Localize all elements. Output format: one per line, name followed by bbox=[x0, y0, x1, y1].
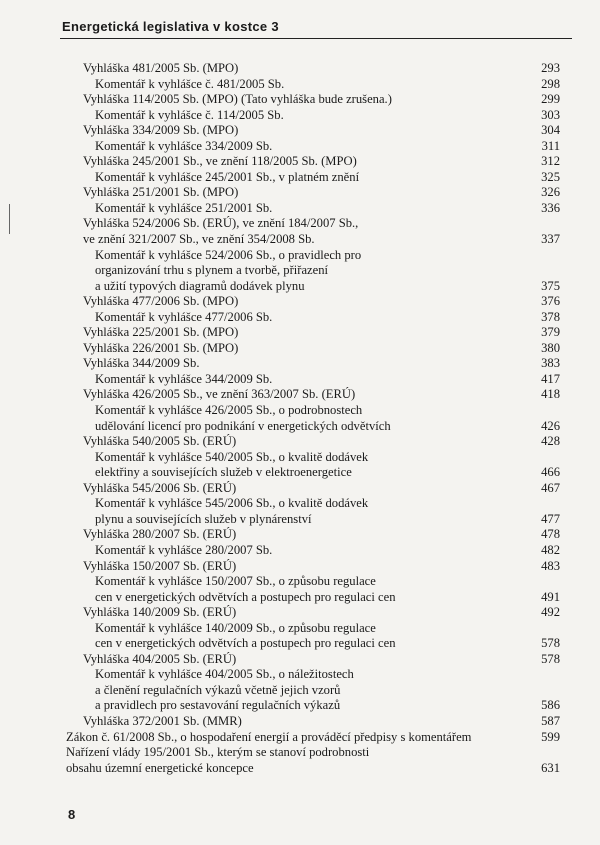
page-number: 8 bbox=[68, 807, 76, 822]
toc-entry-title: Komentář k vyhlášce 251/2001 Sb. bbox=[95, 200, 273, 215]
toc-entry-page: 379 bbox=[541, 325, 560, 340]
toc-entry-title: Vyhláška 150/2007 Sb. (ERÚ) bbox=[83, 558, 237, 573]
toc-entry-page: 312 bbox=[541, 154, 560, 169]
toc-entry-title: Vyhláška 404/2005 Sb. (ERÚ) bbox=[83, 651, 237, 666]
toc-entry bbox=[0, 714, 600, 730]
toc-entry-title: cen v energetických odvětvích a postupech pro regulaci cen bbox=[95, 589, 396, 604]
toc-entry-page: 492 bbox=[541, 605, 560, 620]
toc-entry-page: 587 bbox=[541, 713, 560, 728]
toc-entry-title: udělování licencí pro podnikání v energetických odvětvích bbox=[95, 418, 391, 433]
toc-entry-title: Vyhláška 280/2007 Sb. (ERÚ) bbox=[83, 527, 237, 542]
toc-entry-title: Komentář k vyhlášce 404/2005 Sb., o náležitostech bbox=[95, 667, 354, 682]
toc-entry-page: 298 bbox=[541, 76, 560, 91]
toc-entry bbox=[0, 341, 600, 357]
toc-entry bbox=[0, 605, 600, 621]
toc-entry bbox=[0, 761, 600, 777]
toc-entry-title: Zákon č. 61/2008 Sb., o hospodaření energií a prováděcí předpisy s komentářem bbox=[66, 729, 472, 744]
toc-entry bbox=[0, 372, 600, 388]
toc-entry-title: obsahu územní energetické koncepce bbox=[66, 760, 254, 775]
toc-entry bbox=[0, 92, 600, 108]
toc-entry bbox=[0, 434, 600, 450]
toc-entry bbox=[0, 496, 600, 512]
toc-entry bbox=[0, 248, 600, 264]
toc-entry bbox=[0, 512, 600, 528]
toc-entry-title: organizování trhu s plynem a tvorbě, přiřazení bbox=[95, 263, 329, 278]
toc-entry-title: Vyhláška 524/2006 Sb. (ERÚ), ve znění 184/2007 Sb., bbox=[83, 216, 359, 231]
toc-entry bbox=[0, 170, 600, 186]
toc-entry-page: 336 bbox=[541, 200, 560, 215]
toc-entry-page: 599 bbox=[541, 729, 560, 744]
toc-entry-page: 478 bbox=[541, 527, 560, 542]
toc-entry bbox=[0, 574, 600, 590]
toc-entry bbox=[0, 543, 600, 559]
toc-entry-page: 417 bbox=[541, 371, 560, 386]
toc-entry bbox=[0, 185, 600, 201]
toc-entry-title: Vyhláška 481/2005 Sb. (MPO) bbox=[83, 61, 239, 75]
toc-entry-title: Vyhláška 245/2001 Sb., ve znění 118/2005 Sb. (MPO) bbox=[83, 154, 357, 169]
toc-entry bbox=[0, 590, 600, 606]
toc-entry-page: 418 bbox=[541, 387, 560, 402]
toc-entry-page: 303 bbox=[541, 107, 560, 122]
toc-entry-title: a členění regulačních výkazů včetně jejich vzorů bbox=[95, 682, 341, 697]
toc-entry bbox=[0, 465, 600, 481]
toc-entry-title: Komentář k vyhlášce 540/2005 Sb., o kvalitě dodávek bbox=[95, 449, 369, 464]
running-header bbox=[60, 18, 572, 39]
toc-entry-title: ve znění 321/2007 Sb., ve znění 354/2008 Sb. bbox=[83, 232, 315, 247]
toc-entry-title: Vyhláška 114/2005 Sb. (MPO) (Tato vyhláška bude zrušena.) bbox=[83, 92, 392, 107]
toc-entry-title: a užití typových diagramů dodávek plynu bbox=[95, 278, 305, 293]
toc-entry-title: Komentář k vyhlášce 545/2006 Sb., o kvalitě dodávek bbox=[95, 496, 369, 511]
toc-entry bbox=[0, 698, 600, 714]
toc-entry-page: 466 bbox=[541, 465, 560, 480]
toc-entry-page: 337 bbox=[541, 232, 560, 247]
toc-entry-page: 578 bbox=[541, 651, 560, 666]
toc-entry bbox=[0, 279, 600, 295]
toc-entry-page: 380 bbox=[541, 340, 560, 355]
toc-entry-title: Komentář k vyhlášce 150/2007 Sb., o způsobu regulace bbox=[95, 574, 376, 589]
toc-entry-page: 467 bbox=[541, 480, 560, 495]
toc-entry-title: elektřiny a souvisejících služeb v elektroenergetice bbox=[95, 465, 352, 480]
toc-entry bbox=[0, 730, 600, 746]
toc-entry bbox=[0, 356, 600, 372]
toc-entry-page: 375 bbox=[541, 278, 560, 293]
header-title: Energetická legislativa v kostce 3 bbox=[62, 19, 279, 34]
toc-entry bbox=[0, 621, 600, 637]
toc-entry-page: 477 bbox=[541, 511, 560, 526]
toc-entry-title: Vyhláška 344/2009 Sb. bbox=[83, 356, 200, 371]
toc-entry-title: Vyhláška 545/2006 Sb. (ERÚ) bbox=[83, 480, 237, 495]
toc-entry bbox=[0, 403, 600, 419]
toc-entry-title: Komentář k vyhlášce č. 481/2005 Sb. bbox=[95, 76, 285, 91]
toc-entry-title: Komentář k vyhlášce 426/2005 Sb., o podrobnostech bbox=[95, 403, 363, 418]
toc-entry-page: 376 bbox=[541, 294, 560, 309]
toc-entry bbox=[0, 61, 600, 77]
toc-entry-title: Komentář k vyhlášce č. 114/2005 Sb. bbox=[95, 107, 284, 122]
toc-entry-page: 428 bbox=[541, 434, 560, 449]
toc-entry-title: Nařízení vlády 195/2001 Sb., kterým se stanoví podrobnosti bbox=[66, 745, 370, 760]
toc-entry-page: 326 bbox=[541, 185, 560, 200]
toc-entry-page: 299 bbox=[541, 92, 560, 107]
toc-entry-title: plynu a souvisejících služeb v plynárenství bbox=[95, 511, 312, 526]
toc-entry-page: 483 bbox=[541, 558, 560, 573]
toc-entry-page: 491 bbox=[541, 589, 560, 604]
toc-entry-title: Vyhláška 251/2001 Sb. (MPO) bbox=[83, 185, 239, 200]
toc-entry-title: a pravidlech pro sestavování regulačních výkazů bbox=[95, 698, 341, 713]
toc-entry-page: 631 bbox=[541, 760, 560, 775]
toc-entry bbox=[0, 201, 600, 217]
toc-entry-page: 586 bbox=[541, 698, 560, 713]
toc-entry-title: cen v energetických odvětvích a postupech pro regulaci cen bbox=[95, 636, 396, 651]
toc-entry-title: Vyhláška 225/2001 Sb. (MPO) bbox=[83, 325, 239, 340]
toc-entry bbox=[0, 683, 600, 699]
toc-entry-title: Komentář k vyhlášce 140/2009 Sb., o způsobu regulace bbox=[95, 620, 376, 635]
toc-entry bbox=[0, 139, 600, 155]
toc-entry-title: Vyhláška 540/2005 Sb. (ERÚ) bbox=[83, 434, 237, 449]
toc-entry bbox=[0, 636, 600, 652]
toc-entry bbox=[0, 652, 600, 668]
toc-entry-page: 304 bbox=[541, 123, 560, 138]
toc-entry-title: Vyhláška 426/2005 Sb., ve znění 363/2007 Sb. (ERÚ) bbox=[83, 387, 356, 402]
toc-entry bbox=[0, 387, 600, 403]
toc-entry bbox=[0, 667, 600, 683]
toc-entry-title: Vyhláška 334/2009 Sb. (MPO) bbox=[83, 123, 239, 138]
toc-entry-page: 482 bbox=[541, 542, 560, 557]
toc-entry bbox=[0, 154, 600, 170]
toc-entry bbox=[0, 216, 600, 232]
toc-entry bbox=[0, 481, 600, 497]
toc-entry bbox=[0, 123, 600, 139]
toc-entry-page: 383 bbox=[541, 356, 560, 371]
toc-entry-title: Vyhláška 226/2001 Sb. (MPO) bbox=[83, 340, 239, 355]
toc-entry-page: 578 bbox=[541, 636, 560, 651]
toc-entry bbox=[0, 419, 600, 435]
toc-entry-page: 378 bbox=[541, 309, 560, 324]
toc-entry-title: Komentář k vyhlášce 245/2001 Sb., v platném znění bbox=[95, 169, 360, 184]
toc-entry-title: Komentář k vyhlášce 344/2009 Sb. bbox=[95, 371, 273, 386]
toc-entry-title: Vyhláška 372/2001 Sb. (MMR) bbox=[83, 713, 242, 728]
toc-entry-page: 325 bbox=[541, 169, 560, 184]
toc-entry-title: Vyhláška 477/2006 Sb. (MPO) bbox=[83, 294, 239, 309]
toc-entry bbox=[0, 77, 600, 93]
toc-entry-title: Komentář k vyhlášce 524/2006 Sb., o pravidlech pro bbox=[95, 247, 362, 262]
toc-entry-page: 426 bbox=[541, 418, 560, 433]
toc-entry bbox=[0, 263, 600, 279]
toc-entry-page: 293 bbox=[541, 61, 560, 75]
toc-entry bbox=[0, 232, 600, 248]
toc-entry bbox=[0, 294, 600, 310]
toc-entry bbox=[0, 325, 600, 341]
toc-entry bbox=[0, 559, 600, 575]
toc-entry-title: Komentář k vyhlášce 334/2009 Sb. bbox=[95, 138, 273, 153]
toc-entry bbox=[0, 108, 600, 124]
toc-entry-title: Komentář k vyhlášce 477/2006 Sb. bbox=[95, 309, 273, 324]
toc-entry bbox=[0, 527, 600, 543]
toc-entry-page: 311 bbox=[541, 138, 560, 153]
toc-entry bbox=[0, 310, 600, 326]
toc-entry-title: Komentář k vyhlášce 280/2007 Sb. bbox=[95, 542, 273, 557]
toc-entry bbox=[0, 450, 600, 466]
table-of-contents bbox=[0, 61, 600, 776]
toc-entry bbox=[0, 745, 600, 761]
toc-entry-title: Vyhláška 140/2009 Sb. (ERÚ) bbox=[83, 605, 237, 620]
